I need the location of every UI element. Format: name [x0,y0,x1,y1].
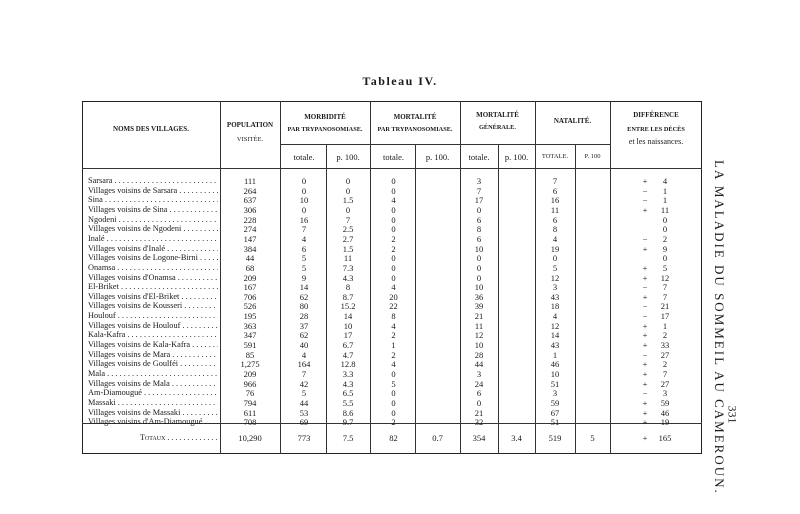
natality-total-cell: 8 [552,224,558,235]
village-name: Sarsara . . . [88,176,218,186]
difference-cell: 19 [660,417,670,428]
natality-total-cell: 7 [552,176,558,186]
natality-total-cell: 18 [550,301,560,312]
morbidity-pct-cell: 7.3 [342,262,354,273]
general-mortality-total-cell: 0 [476,253,482,264]
morbidity-pct-cell: 7 [345,214,351,225]
village-name: Villages voisins de Sarsara . . . [88,186,218,196]
subhead-mort-total: totale. [382,152,404,162]
header-mortalite-generale: MORTALITÉ [476,111,519,119]
natality-total-cell: 51 [550,378,560,389]
difference-sign: − [642,349,648,360]
village-name: Villages voisins d'El-Briket . . . [88,292,218,302]
population-cell: 347 [243,330,257,341]
population-cell: 111 [243,176,257,186]
mortality-total-cell: 2 [391,349,396,360]
mortality-total-cell: 4 [391,282,396,293]
natality-total-cell: 0 [552,253,558,264]
subcol-divider [498,144,499,454]
mortality-total-cell: 0 [391,397,396,408]
natality-total-cell: 3 [552,388,558,399]
difference-sign: + [642,417,648,428]
village-name: Villages voisins de Massaki . . . [88,408,218,418]
totals-population: 10,290 [238,433,262,443]
natality-total-cell: 67 [550,407,560,418]
header-population-sub: VISITÉE. [236,136,264,143]
difference-sign: + [642,204,648,215]
morbidity-total-cell: 28 [299,311,309,322]
natality-total-cell: 1 [552,349,558,360]
general-mortality-total-cell: 7 [476,185,482,196]
totals-diff: 165 [658,433,672,443]
difference-sign: + [642,330,648,341]
population-cell: 85 [245,349,255,360]
population-cell: 526 [243,301,257,312]
village-name: Villages voisins d'Inalé . . . [88,244,218,254]
mortality-total-cell: 0 [391,262,396,273]
morbidity-pct-cell: 8 [345,282,351,293]
population-cell: 794 [243,397,257,408]
general-mortality-total-cell: 10 [474,340,484,351]
difference-cell: 17 [660,311,670,322]
morbidity-pct-cell: 12.8 [340,359,356,370]
morbidity-total-cell: 7 [301,224,307,235]
difference-sign: + [642,407,648,418]
subheader-rule [280,144,610,145]
difference-cell: 7 [662,369,668,379]
morbidity-total-cell: 0 [301,204,307,215]
general-mortality-total-cell: 6 [476,214,482,225]
morbidity-total-cell: 164 [297,359,311,370]
header-mortalite: MORTALITÉ [393,113,437,121]
difference-cell: 5 [662,262,668,273]
morbidity-pct-cell: 11 [343,253,353,264]
difference-cell: 21 [660,301,670,312]
general-mortality-total-cell: 0 [476,262,482,273]
population-cell: 966 [243,378,257,389]
morbidity-total-cell: 0 [301,176,307,186]
natality-total-cell: 12 [550,320,560,331]
village-name: Onamsa . . . [88,263,218,273]
difference-cell: 9 [662,243,668,254]
difference-cell: 33 [660,340,670,351]
morbidity-pct-cell: 0 [345,176,351,186]
mortality-total-cell: 0 [391,214,396,225]
natality-total-cell: 4 [552,233,558,244]
mortality-total-cell: 1 [391,340,396,351]
general-mortality-total-cell: 17 [474,195,484,206]
morbidity-total-cell: 16 [299,214,309,225]
subhead-gen-total: totale. [468,152,490,162]
village-name: Villages voisins de Logone-Birni . . . [88,253,218,263]
table-title: Tableau IV. [362,74,438,88]
morbidity-total-cell: 69 [299,417,309,428]
totals-mort-total: 82 [389,433,398,443]
natality-total-cell: 6 [552,214,558,225]
difference-sign: + [642,378,648,389]
difference-cell: 46 [660,407,670,418]
general-mortality-total-cell: 3 [476,369,482,379]
general-mortality-total-cell: 24 [474,378,484,389]
totals-nat-total: 519 [548,433,562,443]
morbidity-total-cell: 10 [299,195,309,206]
general-mortality-total-cell: 0 [476,272,482,283]
population-cell: 637 [243,195,257,206]
totals-morb-pct: 7.5 [342,433,354,443]
general-mortality-total-cell: 21 [474,407,484,418]
col-divider [370,101,371,454]
header-mortalite-sub: PAR TRYPANOSOMIASE. [377,126,453,133]
totals-gen-total: 354 [472,433,486,443]
difference-cell: 27 [660,378,670,389]
header-difference-sub2: et les naissances. [628,137,684,146]
totals-gen-pct: 3.4 [511,433,522,443]
general-mortality-total-cell: 10 [474,243,484,254]
general-mortality-total-cell: 21 [474,311,484,322]
difference-cell: 0 [662,214,668,225]
mortality-total-cell: 0 [391,272,396,283]
village-name: El-Briket . . . [88,282,218,292]
difference-cell: 7 [662,282,668,293]
header-population: POPULATION [226,121,274,129]
mortality-total-cell: 4 [391,320,396,331]
morbidity-total-cell: 7 [301,369,307,379]
population-cell: 706 [243,291,257,302]
village-name: Mala . . . [88,369,218,379]
morbidity-pct-cell: 0 [345,204,351,215]
population-cell: 209 [243,369,257,379]
difference-cell: 0 [662,224,668,235]
population-cell: 306 [243,204,257,215]
general-mortality-total-cell: 32 [474,417,484,428]
mortality-total-cell: 0 [391,204,396,215]
general-mortality-total-cell: 12 [474,330,484,341]
morbidity-pct-cell: 4.3 [342,378,354,389]
difference-sign: + [642,340,648,351]
village-name: Houlouf . . . [88,311,218,321]
difference-sign: + [642,291,648,302]
natality-total-cell: 59 [550,397,560,408]
difference-cell: 12 [660,272,670,283]
population-cell: 228 [243,214,257,225]
morbidity-pct-cell: 15.2 [340,301,356,312]
subcol-divider [415,144,416,454]
difference-sign: − [642,388,648,399]
header-mortalite-generale-sub: GÉNÉRALE. [479,124,516,131]
mortality-total-cell: 5 [391,378,396,389]
village-name: Villages voisins de Goulféi . . . [88,359,218,369]
population-cell: 76 [245,388,255,399]
mortality-total-cell: 0 [391,407,396,418]
village-name: Villages voisins de Sina . . . [88,205,218,215]
difference-sign: − [642,311,648,322]
village-name: Villages voisins de Kousseri . . . [88,301,218,311]
morbidity-total-cell: 0 [301,185,307,196]
difference-cell: 3 [662,388,668,399]
difference-sign: − [642,301,648,312]
subcol-divider [575,144,576,454]
general-mortality-total-cell: 6 [476,233,482,244]
village-name: Am-Diamougué . . . [88,388,218,398]
natality-total-cell: 4 [552,311,558,322]
population-cell: 591 [243,340,257,351]
village-name: Ngodeni . . . [88,215,218,225]
header-natalite: NATALITÉ. [553,117,592,125]
difference-cell: 2 [662,330,668,341]
population-cell: 264 [243,185,257,196]
difference-sign: + [642,359,648,370]
difference-sign: − [642,282,648,293]
village-name: Villages voisins de Mala . . . [88,379,218,389]
population-cell: 209 [243,272,257,283]
morbidity-total-cell: 44 [299,397,309,408]
difference-sign: + [642,262,648,273]
page-number: 331 [725,405,740,424]
morbidity-total-cell: 5 [301,388,307,399]
subhead-nat-pct: P. 100 [584,153,601,160]
general-mortality-total-cell: 0 [476,397,482,408]
village-name: Villages voisins de Mara . . . [88,350,218,360]
natality-total-cell: 6 [552,185,558,196]
morbidity-pct-cell: 6.5 [342,388,354,399]
difference-sign: + [642,369,648,379]
village-name: Villages voisins d'Am-Diamougué . . . [88,417,218,427]
population-cell: 363 [243,320,257,331]
population-cell: 384 [243,243,257,254]
running-head-text: LA MALADIE DU SOMMEIL AU CAMEROUN. [712,160,727,495]
difference-sign: − [642,195,648,206]
mortality-total-cell: 0 [391,176,396,186]
totals-mort-pct: 0.7 [432,433,443,443]
difference-cell: 1 [662,185,668,196]
mortality-total-cell: 2 [391,233,396,244]
difference-cell: 4 [662,176,668,186]
subhead-nat-total: TOTALE. [541,153,569,160]
village-name: Kala-Kafra . . . [88,330,218,340]
mortality-total-cell: 0 [391,253,396,264]
morbidity-total-cell: 14 [299,282,309,293]
col-divider [610,101,611,454]
natality-total-cell: 5 [552,262,558,273]
population-cell: 1,275 [240,359,260,370]
general-mortality-total-cell: 10 [474,282,484,293]
morbidity-pct-cell: 2.5 [342,224,354,235]
natality-total-cell: 19 [550,243,560,254]
totals-label: Totaux . . . [140,433,218,443]
village-name: Villages voisins de Ngodeni . . . [88,224,218,234]
population-cell: 195 [243,311,257,322]
difference-cell: 1 [662,320,668,331]
subhead-morb-pct: p. 100. [336,152,360,162]
morbidity-total-cell: 42 [299,378,309,389]
morbidity-pct-cell: 4.7 [342,349,354,360]
natality-total-cell: 10 [550,369,560,379]
natality-total-cell: 3 [552,282,558,293]
morbidity-pct-cell: 8.7 [342,291,354,302]
morbidity-pct-cell: 17 [343,330,353,341]
difference-sign: − [642,185,648,196]
village-name: Villages voisins de Kala-Kafra . . . [88,340,218,350]
natality-total-cell: 16 [550,195,560,206]
mortality-total-cell: 2 [391,243,396,254]
village-name: Villages voisins de Houlouf . . . [88,321,218,331]
difference-cell: 2 [662,359,668,370]
morbidity-total-cell: 53 [299,407,309,418]
morbidity-total-cell: 40 [299,340,309,351]
morbidity-pct-cell: 1.5 [342,195,354,206]
header-morbidite: MORBIDITÉ [304,113,346,121]
col-divider [220,101,221,454]
morbidity-pct-cell: 2.7 [342,233,354,244]
village-name: Massaki . . . [88,398,218,408]
mortality-total-cell: 0 [391,369,396,379]
population-cell: 274 [243,224,257,235]
natality-total-cell: 51 [550,417,560,428]
morbidity-pct-cell: 4.3 [342,272,354,283]
general-mortality-total-cell: 8 [476,224,482,235]
mortality-total-cell: 2 [391,330,396,341]
morbidity-pct-cell: 6.7 [342,340,354,351]
difference-cell: 7 [662,291,668,302]
difference-cell: 0 [662,253,668,264]
morbidity-pct-cell: 1.5 [342,243,354,254]
population-cell: 167 [243,282,257,293]
header-difference-sub1: ENTRE LES DÉCÈS [627,126,685,133]
morbidity-total-cell: 62 [299,291,309,302]
morbidity-pct-cell: 5.5 [342,397,354,408]
morbidity-total-cell: 4 [301,233,307,244]
difference-sign: + [642,176,648,186]
population-cell: 147 [243,233,257,244]
mortality-total-cell: 0 [391,224,396,235]
difference-cell: 27 [660,349,670,360]
morbidity-total-cell: 9 [301,272,307,283]
general-mortality-total-cell: 11 [474,320,484,331]
village-name: Villages voisins d'Onamsa . . . [88,273,218,283]
mortality-total-cell: 0 [391,185,396,196]
totals-nat-pct: 5 [590,433,595,443]
morbidity-total-cell: 5 [301,262,307,273]
general-mortality-total-cell: 6 [476,388,482,399]
col-divider [280,101,281,454]
natality-total-cell: 46 [550,359,560,370]
natality-total-cell: 43 [550,340,560,351]
village-name: Sina . . . [88,195,218,205]
header-morbidite-sub: PAR TRYPANOSOMIASE. [287,126,363,133]
difference-sign: + [642,397,648,408]
difference-sign: + [642,243,648,254]
mortality-total-cell: 2 [391,417,396,428]
subhead-gen-pct: p. 100. [504,152,529,162]
population-cell: 68 [245,262,255,273]
morbidity-total-cell: 6 [301,243,307,254]
difference-cell: 2 [662,233,668,244]
morbidity-pct-cell: 3.3 [342,369,354,379]
header-rule [82,168,702,169]
subhead-morb-total: totale. [293,152,315,162]
header-villages: NOMS DES VILLAGES. [113,125,189,133]
general-mortality-total-cell: 28 [474,349,484,360]
general-mortality-total-cell: 44 [474,359,484,370]
morbidity-total-cell: 5 [301,253,307,264]
natality-total-cell: 43 [550,291,560,302]
natality-total-cell: 11 [550,204,560,215]
population-cell: 611 [243,407,257,418]
morbidity-total-cell: 62 [299,330,309,341]
difference-sign: + [642,272,648,283]
difference-cell: 59 [660,397,670,408]
mortality-total-cell: 22 [389,301,398,312]
mortality-total-cell: 0 [391,388,396,399]
morbidity-pct-cell: 9.7 [342,417,354,428]
morbidity-pct-cell: 14 [343,311,353,322]
natality-total-cell: 14 [550,330,560,341]
general-mortality-total-cell: 3 [476,176,482,186]
mortality-total-cell: 4 [391,359,396,370]
general-mortality-total-cell: 0 [476,204,482,215]
mortality-total-cell: 8 [391,311,396,322]
morbidity-pct-cell: 8.6 [342,407,354,418]
morbidity-total-cell: 4 [301,349,307,360]
totals-morb-total: 773 [297,433,311,443]
general-mortality-total-cell: 36 [474,291,484,302]
morbidity-total-cell: 37 [299,320,309,331]
subhead-mort-pct: p. 100. [425,152,450,162]
village-name: Inalé . . . [88,234,218,244]
header-difference: DIFFÉRENCE [633,111,679,119]
morbidity-total-cell: 80 [299,301,309,312]
mortality-total-cell: 4 [391,195,396,206]
difference-cell: 11 [660,204,670,215]
difference-sign: − [642,233,648,244]
mortality-total-cell: 20 [389,291,398,302]
general-mortality-total-cell: 39 [474,301,484,312]
morbidity-pct-cell: 10 [343,320,353,331]
totals-diff-sign: + [642,433,648,443]
morbidity-pct-cell: 0 [345,185,351,196]
difference-sign: + [642,320,648,331]
population-cell: 708 [243,417,257,428]
population-cell: 44 [245,253,255,264]
natality-total-cell: 12 [550,272,560,283]
difference-cell: 1 [662,195,668,206]
